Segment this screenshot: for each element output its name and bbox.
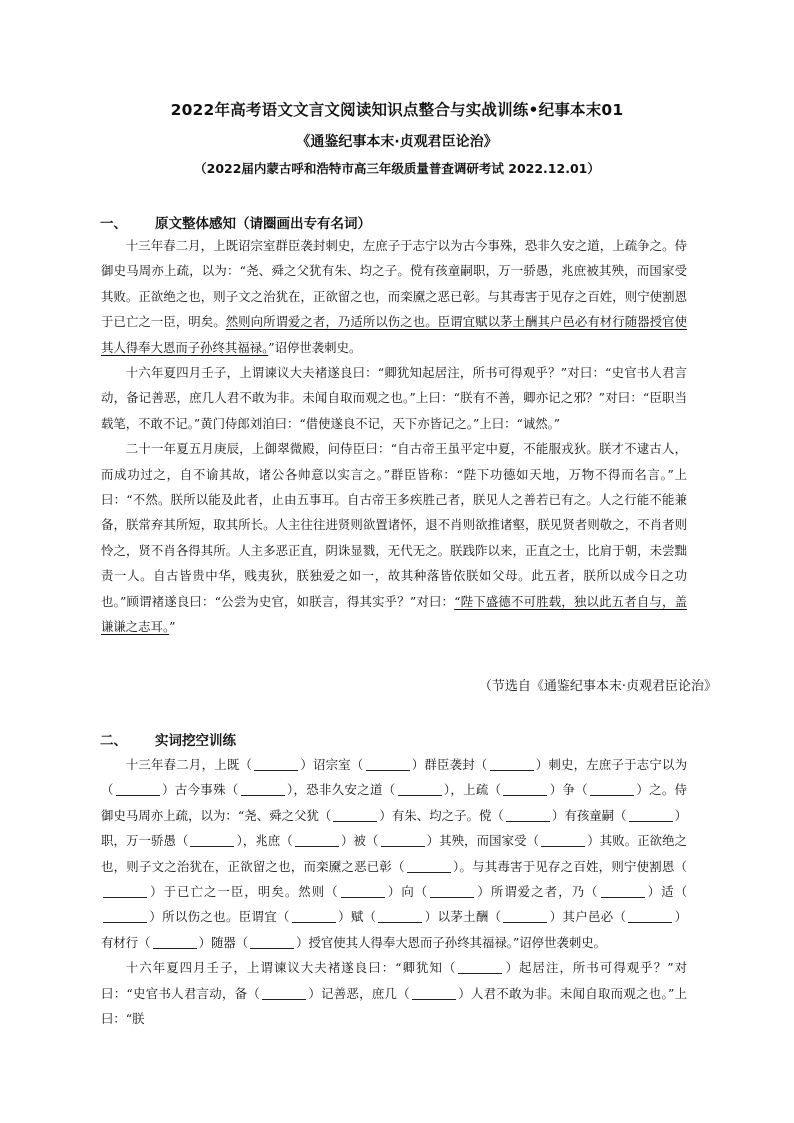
answer-blank[interactable] — [601, 883, 645, 898]
fill-text-segment: 随器 — [210, 934, 236, 950]
answer-blank[interactable] — [407, 858, 451, 873]
answer-blank[interactable] — [190, 832, 234, 847]
fill-text-segment: 以茅土酬 — [437, 909, 489, 925]
answer-blank[interactable] — [333, 807, 377, 822]
answer-blank[interactable] — [398, 781, 442, 796]
fill-text-segment: 所谓爱之者，乃 — [490, 884, 586, 900]
answer-blank[interactable] — [295, 832, 339, 847]
fill-text-segment: 向 — [401, 884, 415, 900]
answer-blank[interactable] — [430, 883, 474, 898]
section1-number: 一、 — [100, 216, 127, 232]
fill-text-segment: 有材行 — [101, 934, 139, 950]
fill-text-segment: ，上疏 — [450, 782, 489, 798]
fill-text-segment: 赋 — [350, 909, 364, 925]
fill-text-segment: 授官使其人得奉大恩而子孙终其福禄。”诏停世袭刺史。 — [308, 934, 607, 950]
fill-text-segment: 有朱、均之子。傥 — [391, 807, 492, 823]
fill-text-segment: 起居注，所书可得观乎？”对曰：“史官书人君言动，备 — [101, 960, 688, 1001]
passage-paragraph-1: 十三年春二月，上既诏宗室群臣袭封刺史，左庶子于志宁以为古今事殊，恐非久安之道，上疏争之。侍御史马周亦上疏，以为：“尧、舜之父犹有朱、均之子。傥有孩童嗣职，万一骄愚，兆庶被其殃，而国家受其败。正欲绝之也，则子文之治犹在，正欲留之也，而栾黡之恶已彰。与其毒害于见存之百姓，则宁使割恩于已亡之一臣，明矣。然则向所谓爱之者，乃适所以伤之也。臣谓宜赋以茅土酬其户邑必有材行随器授官使其人得奉大恩而子孙终其福禄。”诏停世袭刺史。 — [101, 238, 688, 355]
answer-blank[interactable] — [629, 807, 673, 822]
fill-blank-paragraph-2: 十六年夏四月壬子，上谓谏议大夫褚遂良曰：“卿犹知（ ）起居注，所书可得观乎？”对曰：“史官书人君言动，备（ ）记善恶，庶几（ ）人君不敢为非。未闻自取而观之也。”上曰：“朕 — [101, 960, 688, 1027]
fill-text-segment: 争 — [562, 782, 576, 798]
fill-text-segment: 之。侍御史马周亦上疏，以为：“尧、舜之父犹 — [101, 782, 688, 823]
fill-text-segment: 其败。正欲绝之也，则子文之治犹在，正欲留之也，而栾黡之恶已彰 — [101, 833, 688, 874]
answer-blank[interactable] — [628, 908, 672, 923]
fill-text-segment: 十六年夏四月壬子，上谓谏议大夫褚遂良曰：“卿犹知 — [125, 960, 443, 976]
document-title: 2022年高考语文文言文阅读知识点整合与实战训练•纪事本末01 — [170, 101, 624, 119]
answer-blank[interactable] — [103, 908, 147, 923]
fill-text-segment: 人君不敢为非。未闻自取而观之也。”上曰：“朕 — [101, 985, 688, 1027]
passage-paragraph-3: 二十一年夏五月庚辰，上御翠微殿，问侍臣曰：“自古帝王虽平定中夏，不能服戎狄。朕才不逮古人，而成功过之，自不谕其故，诸公各帅意以实言之。”群臣皆称：“陛下功德如天地，万物不得而名言。”上曰：“不然。朕所以能及此者，止由五事耳。自古帝王多疾胜己者，朕见人之善若已有之。人之行能不能兼备，朕常弃其所短，取其所长。人主往往进贤则欲置诸怀，退不肖则欲推诸壑，朕见贤者则敬之，不肖者则怜之，贤不肖各得其所。人主多恶正直，阴诛显戮，无代无之。朕践阼以来，正直之士，比肩于朝，未尝黜责一人。自古皆贵中华，贱夷狄，朕独爱之如一，故其种落皆依朕如父母。此五者，朕所以成今日之功也。”顾谓褚遂良曰：“公尝为史官，如朕言，得其实乎？”对曰：“陛下盛德不可胜载，独以此五者自与，盖谦谦之志耳。” — [101, 441, 687, 635]
fill-text-segment: 被 — [353, 833, 366, 849]
section2-heading — [100, 729, 236, 749]
fill-text-segment: 所以伤之也。臣谓宜 — [162, 909, 277, 925]
fill-text-segment: 记善恶，庶几 — [321, 985, 398, 1001]
answer-blank[interactable] — [503, 781, 547, 796]
fill-text-segment: 。与其毒害于见存之百姓，则宁使割恩 — [459, 858, 675, 874]
fill-text-segment: 刺史，左庶子于志宁以为 — [548, 757, 688, 772]
fill-text-segment: ，兆庶 — [242, 833, 281, 849]
passage-paragraph-2: 十六年夏四月壬子，上谓谏议大夫褚遂良曰：“卿犹知起居注，所书可得观乎？”对曰：“史官书人君言动，备记善恶，庶几人君不敢为非。未闻自取而观之也。”上曰：“朕有不善，卿亦记之邪？”对曰：“臣职当载笔，不敢不记。”黄门侍郎刘洎曰：“借使遂良不记，天下亦皆记之。”上曰：“诚然。” — [101, 365, 687, 431]
answer-blank[interactable] — [292, 908, 336, 923]
underlined-sentence: “陛下盛德不可胜载，独以此五者自与，盖谦谦之志耳。 — [101, 593, 687, 635]
answer-blank[interactable] — [103, 883, 147, 898]
answer-blank[interactable] — [541, 832, 585, 847]
answer-blank[interactable] — [254, 756, 298, 771]
answer-blank[interactable] — [590, 781, 634, 796]
answer-blank[interactable] — [116, 781, 160, 796]
section1-heading — [100, 212, 371, 232]
fill-text-segment: 有孩童嗣 — [564, 807, 615, 823]
answer-blank[interactable] — [490, 756, 534, 771]
fill-text-segment: 于已亡之一臣，明矣。然则 — [163, 884, 326, 900]
fill-text-segment: 十三年春二月，上既 — [125, 757, 240, 772]
section1-body — [101, 233, 687, 640]
answer-blank[interactable] — [241, 781, 285, 796]
fill-text-segment: 其殃，而国家受 — [439, 833, 527, 849]
answer-blank[interactable] — [366, 756, 410, 771]
section2-title: 实词挖空训练 — [155, 733, 236, 749]
section2-body — [101, 752, 687, 1031]
exam-note: （2022届内蒙古呼和浩特市高三年级质量普查调研考试 2022.12.01） — [194, 161, 600, 176]
source-citation: （节选自《通鉴纪事本末·贞观君臣论治》 — [478, 679, 717, 694]
fill-text-segment: 职，万一骄愚 — [101, 833, 176, 849]
section1-title: 原文整体感知（请圈画出专有名词） — [155, 216, 371, 232]
fill-text-segment: 其户邑必 — [562, 909, 614, 925]
answer-blank[interactable] — [262, 985, 306, 1000]
document-subtitle: 《通鉴纪事本末·贞观君臣论治》 — [296, 134, 498, 150]
answer-blank[interactable] — [153, 934, 197, 949]
answer-blank[interactable] — [378, 908, 422, 923]
fill-text-segment: 诏宗室 — [312, 757, 351, 772]
fill-text-segment: 适 — [661, 884, 675, 900]
fill-text-segment: ，恐非久安之道 — [293, 782, 383, 798]
answer-blank[interactable] — [250, 934, 294, 949]
section2-number: 二、 — [100, 733, 127, 749]
answer-blank[interactable] — [458, 959, 502, 974]
answer-blank[interactable] — [412, 985, 456, 1000]
fill-text-segment: 古今事殊 — [174, 782, 226, 798]
answer-blank[interactable] — [341, 883, 385, 898]
fill-text-segment: 群臣袭封 — [424, 757, 475, 772]
answer-blank[interactable] — [381, 832, 425, 847]
underlined-sentence: 然则向所谓爱之者，乃适所以伤之也。臣谓宜赋以茅土酬其户邑必有材行随器授官使其人得奉大恩而子孙终其福禄。 — [101, 314, 688, 355]
answer-blank[interactable] — [503, 908, 547, 923]
answer-blank[interactable] — [506, 807, 550, 822]
fill-blank-paragraph-1: 十三年春二月，上既（ ）诏宗室（ ）群臣袭封（ ）刺史，左庶子于志宁以为（ ）古今事殊（ ），恐非久安之道（ ），上疏（ ）争（ ）之。侍御史马周亦上疏，以为：“尧、舜之父犹（ ）有朱、均之子。傥（ ）有孩童嗣（ ）职，万一骄愚（ ），兆庶（ ）被（ ）其殃，而国家受（ ）其败。正欲绝之也，则子文之治犹在，正欲留之也，而栾黡之恶已彰（ ）。与其毒害于见存之百姓，则宁使割恩（）于已亡之一臣，明矣。然则（ ）向（ ）所谓爱之者，乃（ ）适（）所以伤之也。臣谓宜（ ）赋（ ）以茅土酬（ ）其户邑必（ ）有材行（ ）随器（ ）授官使其人得奉大恩而子孙终其福禄。”诏停世袭刺史。 — [101, 757, 688, 950]
